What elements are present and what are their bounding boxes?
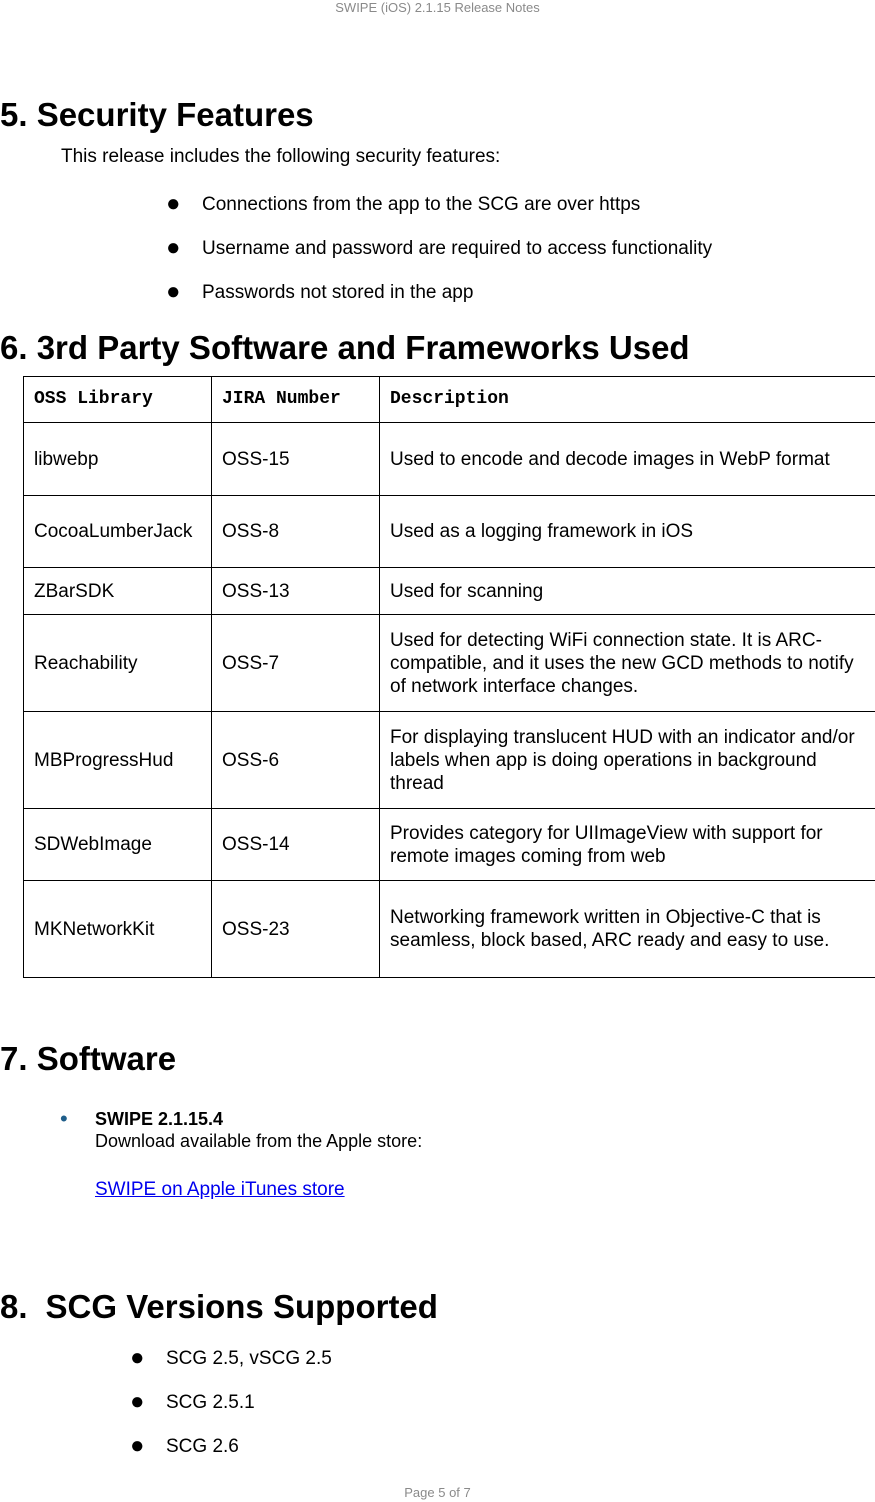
cell-description: Used for scanning: [380, 568, 875, 615]
list-item: ● Passwords not stored in the app: [166, 278, 474, 305]
table-row: [24, 568, 875, 615]
cell-library: Reachability: [24, 615, 212, 712]
bullet-icon: ●: [130, 1432, 145, 1459]
security-intro: This release includes the following security features:: [61, 146, 501, 167]
list-item: ● SCG 2.5.1: [130, 1388, 255, 1415]
running-header: SWIPE (iOS) 2.1.15 Release Notes: [335, 0, 540, 15]
software-version-title: SWIPE 2.1.15.4: [95, 1109, 224, 1129]
list-item: ● Connections from the app to the SCG are over https: [166, 190, 641, 217]
cell-library: ZBarSDK: [24, 568, 212, 615]
cell-description: Used for detecting WiFi connection state. It is ARC-compatible, and it uses the new GCD methods to notify of network interface changes.: [380, 615, 875, 712]
section-heading-software: 7. Software: [0, 1040, 177, 1077]
cell-jira: OSS-6: [212, 712, 380, 809]
cell-library: CocoaLumberJack: [24, 496, 212, 568]
column-header-library: OSS Library: [24, 377, 212, 423]
bullet-icon: ●: [166, 190, 181, 217]
cell-jira: OSS-8: [212, 496, 380, 568]
running-footer: Page 5 of 7: [404, 1485, 471, 1500]
bullet-icon: ●: [166, 234, 181, 261]
bullet-icon: ●: [166, 278, 181, 305]
section-title: SCG Versions Supported: [45, 1288, 438, 1325]
section-heading-scg: [0, 1290, 438, 1323]
table-row: [24, 615, 875, 712]
oss-table: [23, 376, 875, 978]
cell-library: MBProgressHud: [24, 712, 212, 809]
table-row: [24, 423, 875, 496]
software-download-text: Download available from the Apple store:: [95, 1131, 423, 1151]
software-item: [95, 1108, 422, 1201]
cell-description: Used to encode and decode images in WebP format: [380, 423, 875, 496]
bullet-icon: ●: [130, 1344, 145, 1371]
table-header-row: [24, 377, 875, 423]
list-item: ● Username and password are required to access functionality: [166, 234, 713, 261]
cell-description: Provides category for UIImageView with support for remote images coming from web: [380, 809, 875, 881]
cell-description: Networking framework written in Objective-C that is seamless, block based, ARC ready and easy to use.: [380, 881, 875, 978]
bullet-icon: ●: [130, 1388, 145, 1415]
section-heading-third-party: 6. 3rd Party Software and Frameworks Used: [0, 329, 690, 366]
cell-library: MKNetworkKit: [24, 881, 212, 978]
section-number: 8.: [0, 1288, 28, 1325]
table-row: [24, 496, 875, 568]
table-row: [24, 809, 875, 881]
cell-library: SDWebImage: [24, 809, 212, 881]
table-row: [24, 881, 875, 978]
cell-jira: OSS-7: [212, 615, 380, 712]
table-row: [24, 712, 875, 809]
cell-jira: OSS-23: [212, 881, 380, 978]
cell-jira: OSS-13: [212, 568, 380, 615]
list-item: ● SCG 2.6: [130, 1432, 239, 1459]
cell-jira: OSS-14: [212, 809, 380, 881]
section-heading-security: 5. Security Features: [0, 96, 314, 133]
cell-library: libwebp: [24, 423, 212, 496]
list-item: ● SCG 2.5, vSCG 2.5: [130, 1344, 332, 1371]
cell-jira: OSS-15: [212, 423, 380, 496]
cell-description: Used as a logging framework in iOS: [380, 496, 875, 568]
cell-description: For displaying translucent HUD with an indicator and/or labels when app is doing operations in background thread: [380, 712, 875, 809]
itunes-store-link[interactable]: SWIPE on Apple iTunes store: [95, 1179, 345, 1200]
column-header-jira: JIRA Number: [212, 377, 380, 423]
bullet-icon: •: [60, 1106, 68, 1131]
column-header-description: Description: [380, 377, 875, 423]
